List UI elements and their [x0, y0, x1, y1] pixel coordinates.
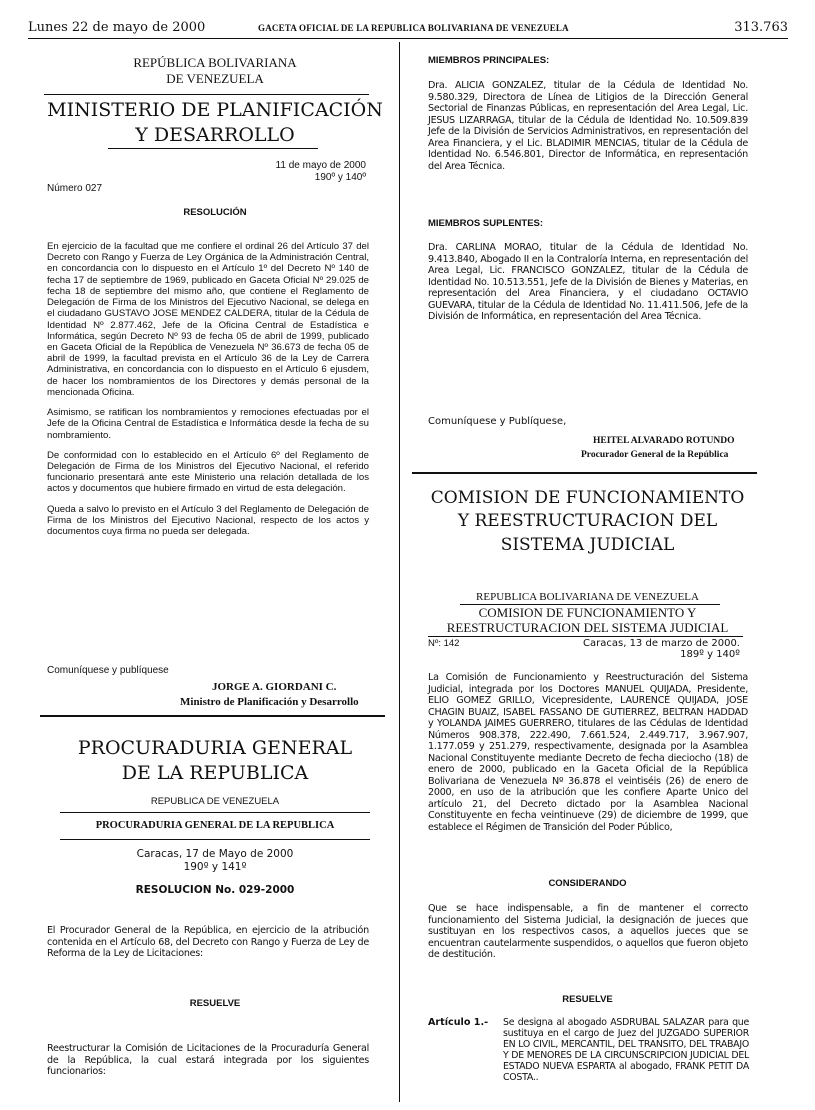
- commission-number: Nº: 142: [428, 638, 460, 649]
- procuraduria-paragraph-2: Reestructurar la Comisión de Licitaciones de la Procuraduría General de la República, la cual estará integrada por los siguientes funcionarios:: [47, 1043, 369, 1077]
- procuraduria-years: 190º y 141º: [183, 860, 247, 873]
- commission-title-line-1: COMISION DE FUNCIONAMIENTO: [430, 488, 745, 508]
- procuraduria-resolution-body: [47, 1043, 369, 1078]
- commission-body: [428, 672, 748, 833]
- procuraduria-title-line-2: DE LA REPUBLICA: [121, 761, 309, 784]
- procuraduria-paragraph-1: El Procurador General de la República, en ejercicio de la atribución contenida en el Artículo 68, del Decreto con Rango y Fuerza de Ley de Reforma de la Ley de Licitaciones:: [47, 925, 369, 959]
- considerando-paragraph: Que se hace indispensable, a fin de mantener el correcto funcionamiento del Sistema Judicial, la designación de jueces que sustituyan en los respectivos casos, a aquellos jueces que se encuentran cautelarmente suspendidos, o aquellos que fueron objeto de destitución.: [428, 903, 748, 960]
- procuraduria-rule-bottom: [60, 839, 370, 840]
- ministry-date: 11 de mayo de 2000: [275, 160, 366, 171]
- commission-years: 189º y 140º: [680, 649, 740, 660]
- ministry-rule-top: [44, 94, 369, 95]
- procuraduria-resolution-number: RESOLUCION No. 029-2000: [135, 884, 295, 896]
- ministry-signatory-role: Ministro de Planificación y Desarrollo: [180, 696, 359, 708]
- republic-line: REPÚBLICA BOLIVARIANA: [133, 55, 297, 70]
- principal-members-heading: MIEMBROS PRINCIPALES:: [428, 55, 550, 66]
- section-separator-left: [40, 715, 385, 717]
- commission-paragraph: La Comisión de Funcionamiento y Reestructuración del Sistema Judicial, integrada por los Doctores MANUEL QUIJADA, Presidente, ELIO GOMEZ GRILLO, Vicepresidente, LAURENCE QUIJADA, JOSE CHAGIN BUAIZ, ISABEL FASSANO DE GUTIERREZ, BELTRAN HADDAD y YOLANDA JAIMES GUERRERO, titulares de las Cédulas de Identidad Números 908.378, 222.490, 7.661.524, 2.449.717, 3.967.907, 1.177.059 y 251.279, respectivamente, designada por la Asamblea Nacional Constituyente mediante Decreto de fecha dieciocho (18) de enero de 2000, publicado en la Gaceta Oficial de la República Bolivariana de Venezuela Nº 36.878 el veintiséis (26) de enero de 2000, en uso de la atribución que les confiere Aparte Unico del artículo 21, del Decreto dictado por la Asamblea Nacional Constituyente en fecha veintinueve (29) de diciembre de 1999, que establece el Régimen de Transición del Poder Público,: [428, 672, 748, 833]
- ministry-paragraph-3: De conformidad con lo establecido en el Artículo 6º del Reglamento de Delegación de Firma de los Ministros del Ejecutivo Nacional, el referido funcionario presentará ante este Ministerio una relación detallada de los actos y documentos que hubiere firmado en virtud de esta delegación.: [47, 449, 369, 495]
- ministry-years: 190º y 140º: [314, 172, 366, 183]
- commission-title: [410, 487, 765, 557]
- resolution-label: RESOLUCIÓN: [183, 207, 247, 218]
- commission-date-block: [580, 638, 740, 660]
- commission-subtitle-line-1: COMISION DE FUNCIONAMIENTO Y: [478, 605, 697, 620]
- substitute-members-heading: MIEMBROS SUPLENTES:: [428, 218, 544, 229]
- article-paragraph: Se designa al abogado ASDRUBAL SALAZAR para que sustituya en el cargo de Juez del JUZGADO SUPERIOR EN LO CIVIL, MERCANTIL, DEL TRANSITO, DEL TRABAJO Y DE MENORES DE LA CIRCUNSCRIPCION JUDICIAL DEL ESTADO NUEVA ESPARTA al abogado, FRANK PETIT DA COSTA..: [503, 1017, 749, 1084]
- commission-republic: REPUBLICA BOLIVARIANA DE VENEZUELA: [476, 591, 699, 603]
- principal-members-paragraph: Dra. ALICIA GONZALEZ, titular de la Cédula de Identidad No. 9.580.329, Directora de Línea de Litigios de la Dirección General Sectorial de Finanzas Públicas, en representación del Area Legal, Lic. JESUS LIZARRAGA, titular de la Cédula de Identidad No. 10.509.839 Jefe de la División de Servicios Administrativos, en representación del Area Financiera, y el Lic. BLADIMIR MENCIAS, titular de la Cédula de Identidad No. 6.546.801, Director de Informática, en representación del Area Técnica.: [428, 80, 748, 172]
- principal-members-body: [428, 80, 748, 172]
- header-page-number: 313.763: [734, 20, 788, 35]
- commission-title-line-3: SISTEMA JUDICIAL: [500, 534, 675, 555]
- procuraduria-intro: [47, 925, 369, 960]
- ministry-signatory: JORGE A. GIORDANI C.: [212, 681, 337, 693]
- procuraduria-title-line-1: PROCURADURIA GENERAL: [77, 737, 353, 759]
- ministry-paragraph-4: Queda a salvo lo previsto en el Artículo 3 del Reglamento de Delegación de Firma de los Ministros del Ejecutivo Nacional, respecto de los actos y documentos cuya firma no pueda ser delegada.: [47, 503, 369, 538]
- section-separator-right: [412, 472, 757, 474]
- left-republic-heading: [40, 55, 390, 88]
- ministry-paragraph-1: En ejercicio de la facultad que me confiere el ordinal 26 del Artículo 37 del Decreto con Rango y Fuerza de Ley Orgánica de la Administración Central, en concordancia con lo dispuesto en el Artículo 1º del Decreto Nº 140 de fecha 17 de septiembre de 1969, publicado en Gaceta Oficial Nº 29.025 de fecha 18 de septiembre del mismo año, que contiene el Reglamento de Delegación de Firma de los Ministros del Ejecutivo Nacional, se delega en el ciudadano GUSTAVO JOSE MENDEZ CALDERA, titular de la Cédula de Identidad Nº 2.877.462, Jefe de la Oficina Central de Estadística e Informática, según Decreto Nº 93 de fecha 05 de abril de 1999, publicado en Gaceta Oficial de la República de Venezuela Nº 36.673 de fecha 05 de abril de 1999, la facultad prevista en el Artículo 36 de la Ley de Carrera Administrativa, en concordancia con lo dispuesto en el Artículo 6 ejusdem, de hacer los nombramientos de los Directores y demás personal de la mencionada Oficina.: [47, 241, 369, 398]
- ministry-title-line-2: Y DESARROLLO: [135, 123, 295, 146]
- article-body: [503, 1017, 749, 1084]
- header-date: Lunes 22 de mayo de 2000: [28, 20, 206, 35]
- procuraduria-title: [40, 736, 390, 785]
- commission-subtitle: [410, 606, 765, 636]
- commission-date: Caracas, 13 de marzo de 2000.: [583, 638, 740, 649]
- considerando-body: [428, 903, 748, 961]
- procuraduria-date-block: [40, 848, 390, 873]
- commission-subtitle-line-2: REESTRUCTURACION DEL SISTEMA JUDICIAL: [446, 619, 729, 635]
- ministry-title: [40, 98, 390, 147]
- commission-title-line-2: Y REESTRUCTURACION DEL: [457, 511, 718, 532]
- article-label: Artículo 1.-: [428, 1017, 489, 1028]
- procuraduria-closing: Comuníquese y Publíquese,: [428, 416, 567, 427]
- ministry-rule-bottom: [108, 148, 318, 149]
- venezuela-line: DE VENEZUELA: [166, 71, 264, 87]
- column-divider: [399, 42, 400, 1102]
- procuraduria-rule-top: [60, 812, 370, 813]
- substitute-members-body: [428, 242, 748, 323]
- commission-resuelve: RESUELVE: [562, 994, 613, 1005]
- procuraduria-resuelve: RESUELVE: [189, 998, 241, 1009]
- commission-rule-2: [428, 636, 743, 637]
- ministry-body: [47, 241, 369, 537]
- procuraduria-date: Caracas, 17 de Mayo de 2000: [136, 848, 294, 860]
- header-title: GACETA OFICIAL DE LA REPUBLICA BOLIVARIANA DE VENEZUELA: [258, 23, 569, 33]
- procuraduria-signatory: HEITEL ALVARADO ROTUNDO: [593, 436, 735, 446]
- ministry-title-line-1: MINISTERIO DE PLANIFICACIÓN: [47, 99, 383, 121]
- ministry-paragraph-2: Asimismo, se ratifican los nombramientos y remociones efectuadas por el Jefe de la Oficina Central de Estadística e Informática desde la fecha de su nombramiento.: [47, 407, 369, 441]
- page-header: [28, 20, 788, 39]
- rep-venezuela: REPUBLICA DE VENEZUELA: [150, 796, 280, 807]
- ministry-closing: Comuníquese y publíquese: [47, 665, 169, 676]
- substitute-members-paragraph: Dra. CARLINA MORAO, titular de la Cédula de Identidad No. 9.413.840, Abogado II en la Contraloría Interna, en representación del Area Legal, Lic. FRANCISCO GONZALEZ, titular de la Cédula de Identidad No. 10.513.551, Jefe de la División de Bienes y Materias, en representación del Area Financiera, y el ciudadano OCTAVIO GUEVARA, titular de la Cédula de Identidad No. 11.411.506, Jefe de la División de Informática, en representación del Area Técnica.: [428, 242, 748, 322]
- considerando-heading: CONSIDERANDO: [548, 878, 627, 889]
- procuraduria-signatory-role: Procurador General de la República: [581, 450, 729, 460]
- resolution-number: Número 027: [47, 183, 103, 194]
- proc-general-line: PROCURADURIA GENERAL DE LA REPUBLICA: [95, 820, 335, 831]
- ministry-date-block: [220, 160, 366, 184]
